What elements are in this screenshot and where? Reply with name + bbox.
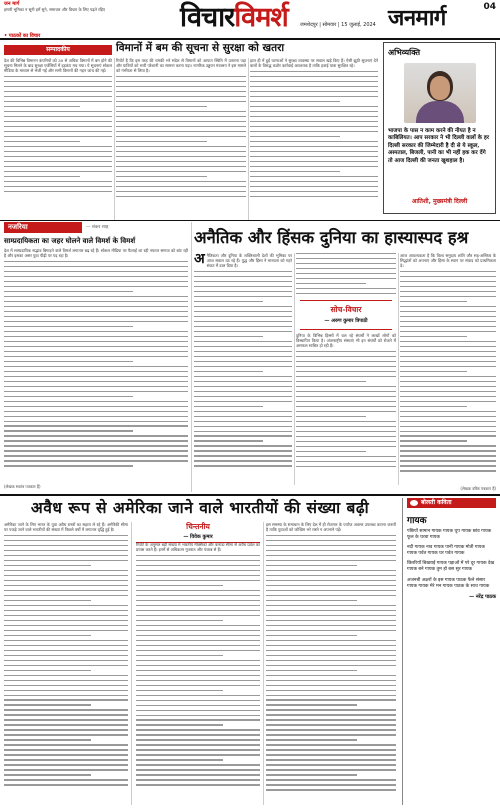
feature-text-lines (296, 351, 396, 469)
poem-body (407, 529, 496, 590)
nazariya-headline: साम्प्रदायिकता का जहर घोलने वाले विमर्श के विमर्श (4, 236, 136, 245)
feature-author-note: (लेखक वरिष्ठ पत्रकार हैं) (460, 486, 496, 491)
bottom-headline: अवैध रूप से अमेरिका जाने वाले भारतीयों की संख्या बढ़ी (30, 498, 370, 517)
section-divider (0, 220, 500, 221)
poem-label (407, 498, 496, 508)
editorial-column-2 (116, 58, 246, 220)
nazariya-label: नजरिया (4, 222, 82, 233)
editorial-headline: विमानों में बम की सूचना से सुरक्षा को खतरा (116, 42, 285, 54)
editorial-column-3 (250, 58, 378, 220)
quote-box-label: अभिव्यक्ति (388, 47, 421, 57)
column-rule (248, 58, 249, 220)
section-divider (0, 494, 500, 496)
nazariya-footnote: (लेखक स्वतंत्र पत्रकार हैं) (4, 484, 41, 489)
column-rule (191, 222, 192, 492)
editorial-text-lines (4, 76, 112, 196)
section-title-red: विमर्श (234, 2, 288, 33)
bottom-text-2: रिपोर्ट के अनुसार बड़ी संख्या में भारतीय मेक्सिको और कनाडा सीमा से अवैध प्रवेश का प्रयास करते हैं। इनमें से अधिकतर गुजरात और पंजाब से हैं। (136, 542, 260, 552)
page-number: 04 (483, 2, 496, 12)
poem-label-text: बोलती कविता (421, 499, 452, 506)
section-tag: • पाठकों का विचार (4, 33, 41, 39)
feature-headline: अनैतिक और हिंसक दुनिया का हास्यास्पद हश्र (194, 228, 469, 247)
poem-stanza: छितरियाँ बिखराई गायक पड़ाओं में परे दूर गायक देख गायक बने गायक तुम हो बस सुर गायक (407, 561, 495, 573)
editorial-text-2: रिपोर्ट है कि इस तरह की धमकी भरे संदेश से विमानों को आपात स्थिति में उतारना पड़ा और यात्रियों को भारी परेशानी का सामना करना पड़ा। नागरिक उड्डयन मंत्रालय ने इस मामले को गंभीरता से लिया है। (116, 58, 246, 73)
brand-logo: जनमार्ग (388, 5, 446, 31)
feature-text-1: नैतिकता और दुनिया के शक्तिशाली देशों की भूमिका पर आज सवाल उठ रहे हैं। युद्ध और हिंसा ने मानवता को गहरे संकट में डाल दिया है। (206, 253, 292, 268)
bottom-text-1: अमेरिका जाने के लिए भारत के युवा अवैध रास्तों का सहारा ले रहे हैं। अमेरिकी सीमा पर पकड़े जाने वाले भारतीयों की संख्या में पिछले वर्षों में लगातार वृद्धि हुई है। (4, 522, 128, 532)
feature-text-3: आज आवश्यकता है कि विश्व समुदाय शांति और सह-अस्तित्व के सिद्धांतों को अपनाए और हिंसा के स्थान पर संवाद को प्राथमिकता दे। (400, 253, 496, 268)
column-rule (131, 522, 132, 805)
bottom-text-lines (266, 535, 396, 795)
bottom-tag (136, 522, 260, 543)
feature-column-1 (194, 253, 292, 483)
editorial-text-3: हाल ही में हुई घटनाओं ने सुरक्षा व्यवस्था पर सवाल खड़े किए हैं। ऐसी झूठी सूचनाएं देने वालों के विरुद्ध कठोर कार्रवाई आवश्यक है ताकि हवाई यात्रा सुरक्षित रहे। (250, 58, 378, 68)
editorial-column-1 (4, 58, 112, 220)
poem-stanza: पंछियों सामान गायक गायक धूप गायक छांव गायक फूल के घरवा गायक (407, 529, 492, 541)
column-rule (398, 253, 399, 485)
quote-box (383, 42, 496, 214)
bottom-text-3: इस समस्या के समाधान के लिए देश में ही रोजगार के पर्याप्त अवसर उपलब्ध कराना जरूरी है ताकि युवाओं को जोखिम भरे रास्ते न अपनाने पड़ें। (266, 522, 396, 532)
dateline: जमशेदपुर | सोमवार | 15 जुलाई, 2024 (300, 22, 376, 28)
bottom-column-2 (136, 542, 260, 805)
bottom-tag-title: चिन्तनीय (186, 522, 210, 531)
section-title-black: विचार (180, 2, 235, 33)
bottom-column-3 (266, 522, 396, 805)
feature-sidebar-box (300, 300, 392, 330)
quote-attribution: आतिशी, मुख्यमंत्री दिल्ली (411, 198, 468, 205)
paper-name: जन मार्ग (4, 1, 20, 7)
poem-box (402, 498, 496, 805)
feature-text-lines (296, 253, 396, 297)
feature-sidebar-author: — अरुण कुमार त्रिपाठी (324, 318, 368, 324)
editorial-text-lines (116, 76, 246, 201)
feature-dropcap: अ (194, 253, 205, 267)
nazariya-byline: — शंकर शाह (86, 225, 109, 230)
bottom-tag-author: — विवेक कुमार (136, 534, 260, 543)
editorial-label: सम्पादकीय (4, 45, 112, 55)
nazariya-text-lines (4, 261, 188, 471)
speaker-photo (404, 63, 476, 123)
quote-text: भाजपा के पास न काम करने की नीयत है न काबिलियत। आप सरकार ने भी दिल्ली वालों के हर दिल्ली सरकार की जिम्मेदारी है दी से ये स्कूल, अस्पताल, बिजली, पानी का भी नहीं हक कर देंगे तो आज दिल्ली की जनता खुशहाल है। (388, 128, 490, 164)
poem-title: गायक (407, 516, 427, 526)
feature-sidebar-title: सोच-विचार (330, 305, 362, 314)
section-title (180, 3, 288, 33)
bottom-column-1 (4, 522, 128, 805)
feature-column-2 (296, 253, 396, 483)
poem-stanza: नदी गायक नाव गायक पानी गायक मोती गायक गायक पर्वत गायक घर पर्वत गायक (407, 545, 485, 557)
pen-icon (410, 500, 418, 506)
column-rule (294, 253, 295, 485)
editorial-text-1: देश की विभिन्न विमानन कंपनियों को 30 से अधिक विमानों में बम होने की सूचना मिलने के बाद सुरक्षा एजेंसियों में हड़कंप मच गया। ये सूचनाएं सोशल मीडिया के माध्यम से भेजी गईं और सभी विमानों की गहन जांच की गई। (4, 58, 112, 73)
column-rule (263, 522, 264, 805)
editorial-text-lines (250, 71, 378, 201)
top-left-note: हमारी भूमिका न सूनी हमें सुने, समाचार और विचार के लिए पढ़ते रहिए (4, 7, 106, 12)
poem-author: — नरेंद्र पाठक (469, 593, 496, 600)
bottom-text-lines (136, 555, 260, 790)
feature-text-lines (194, 271, 292, 471)
poem-stanza: अजनबी अक्षरों के इस गायक पाठक फैले संसार गायक गायक मेरे मन गायक पाठक के साथ गायक (407, 577, 490, 589)
masthead (0, 0, 500, 40)
feature-text-lines (400, 271, 496, 476)
nazariya-body (4, 248, 188, 482)
nazariya-text: देश में साम्प्रदायिक सद्भाव बिगाड़ने वाले विमर्श लगातार बढ़ रहे हैं। सोशल मीडिया पर फैलाई जा रही नफरत समाज को बांट रही है और इसका असर युवा पीढ़ी पर पड़ रहा है। (4, 248, 188, 258)
bottom-text-lines (4, 535, 128, 790)
feature-text-2: दुनिया के विभिन्न हिस्सों में चल रहे संघर्षों ने लाखों लोगों को विस्थापित किया है। अंतरराष्ट्रीय संस्थाएं भी इन संघर्षों को रोकने में असफल साबित हो रही हैं। (296, 333, 396, 348)
feature-column-3 (400, 253, 496, 483)
column-rule (114, 58, 115, 220)
masthead-left-note (4, 2, 114, 12)
